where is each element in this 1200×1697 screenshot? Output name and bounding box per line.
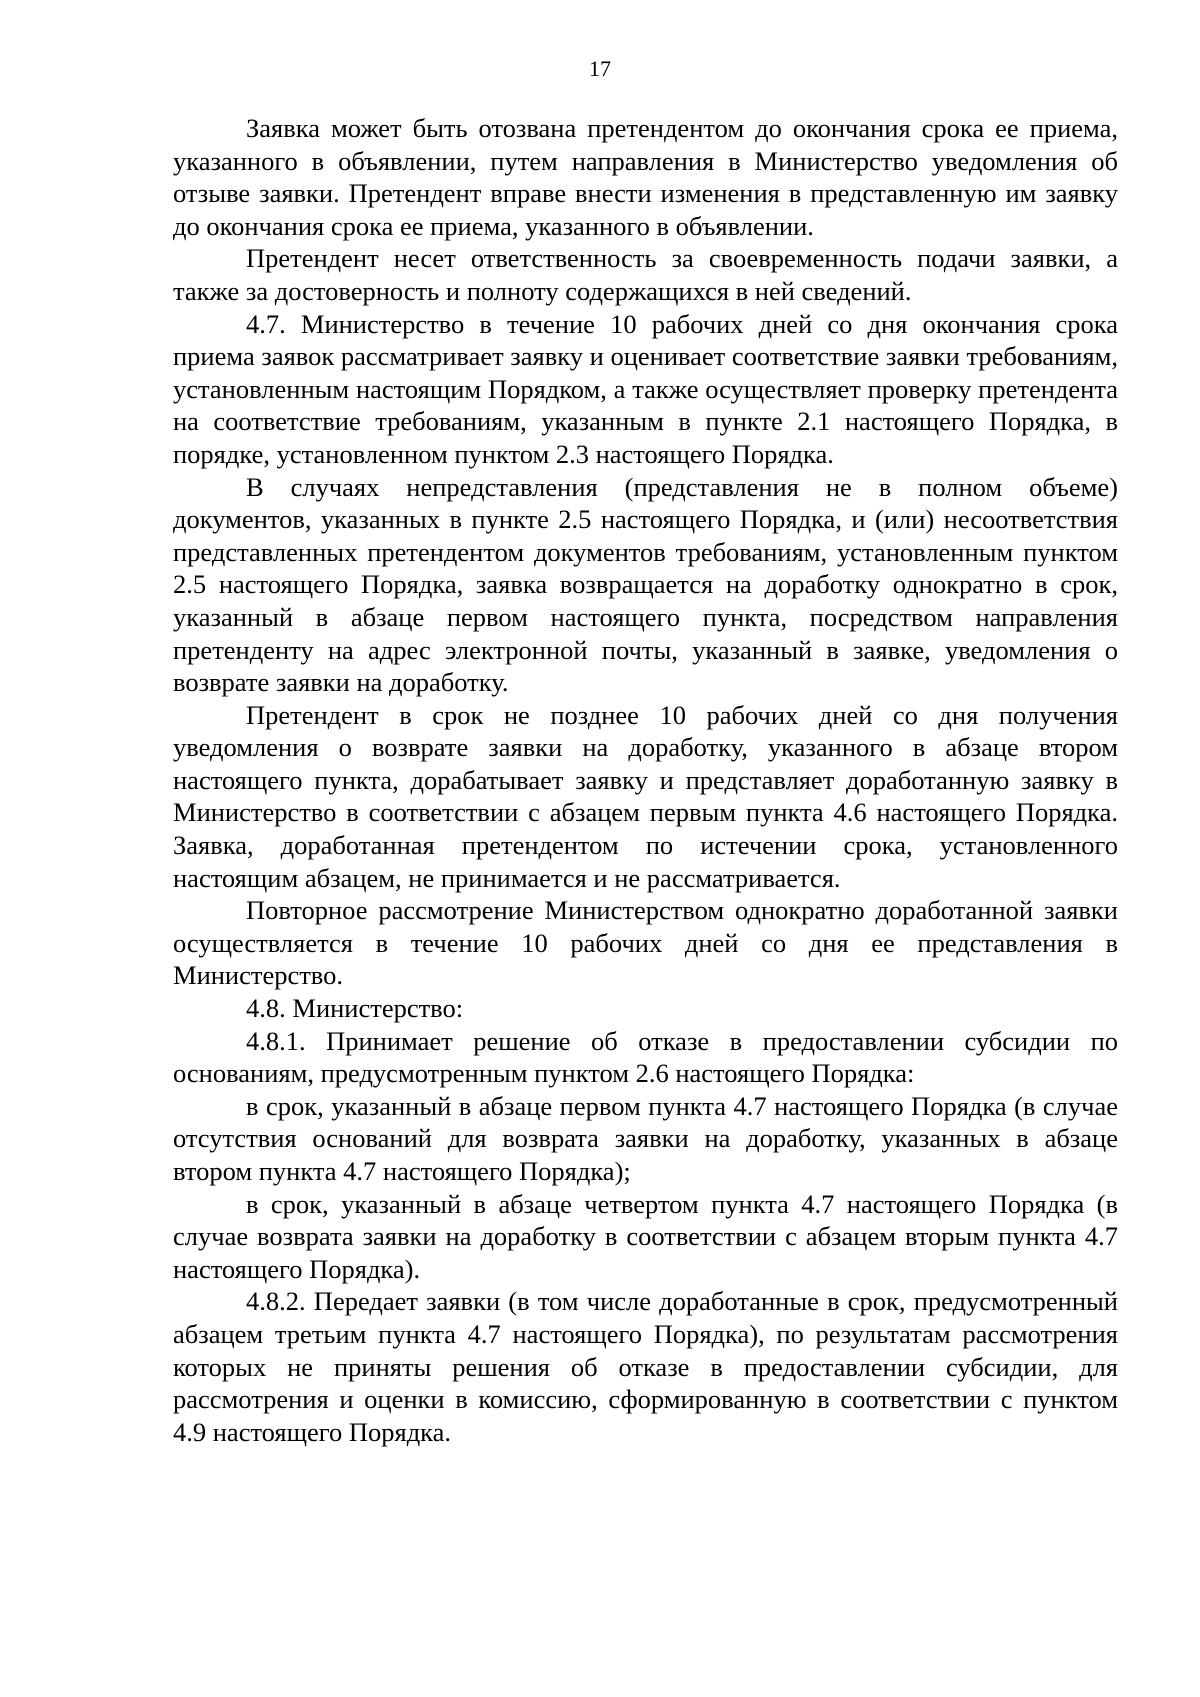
- paragraph-revision-deadline: Претендент в срок не позднее 10 рабочих дней со дня получения уведомления о возврате заявки на доработку, указанного в абзаце втором настоящего пункта, дорабатывает заявку и представляет доработанную заявку в Министерство в соответствии с абзацем первым пункта 4.6 настоящего Порядка. Заявка, доработанная претендентом по истечении срока, установленного настоящим абзацем, не принимается и не рассматривается.: [173, 699, 1118, 893]
- document-body: [173, 112, 1118, 1448]
- paragraph-repeat-review: Повторное рассмотрение Министерством однократно доработанной заявки осуществляется в течение 10 рабочих дней со дня ее представления в Министерство.: [173, 895, 1118, 991]
- paragraph-return-for-revision: В случаях непредставления (представления не в полном объеме) документов, указанных в пункте 2.5 настоящего Порядка, и (или) несоответствия представленных претендентом документов требованиям, установленным пунктом 2.5 настоящего Порядка, заявка возвращается на доработку однократно в срок, указанный в абзаце первом настоящего пункта, посредством направления претенденту на адрес электронной почты, указанный в заявке, уведомления о возврате заявки на доработку.: [173, 471, 1118, 698]
- page-number: 17: [589, 56, 611, 81]
- paragraph-4-8-1-term-fourth: в срок, указанный в абзаце четвертом пункта 4.7 настоящего Порядка (в случае возврата заявки на доработку в соответствии с абзацем вторым пункта 4.7 настоящего Порядка).: [173, 1188, 1118, 1284]
- paragraph-withdrawal: Заявка может быть отозвана претендентом до окончания срока ее приема, указанного в объявлении, путем направления в Министерство уведомления об отзыве заявки. Претендент вправе внести изменения в представленную им заявку до окончания срока ее приема, указанного в объявлении.: [173, 113, 1118, 241]
- paragraph-4-8-1-term-first: в срок, указанный в абзаце первом пункта 4.7 настоящего Порядка (в случае отсутствия оснований для возврата заявки на доработку, указанных в абзаце втором пункта 4.7 настоящего Порядка);: [173, 1090, 1118, 1186]
- paragraph-4-8-2: 4.8.2. Передает заявки (в том числе доработанные в срок, предусмотренный абзацем третьим пункта 4.7 настоящего Порядка), по результатам рассмотрения которых не приняты решения об отказе в предоставлении субсидии, для рассмотрения и оценки в комиссию, сформированную в соответствии с пунктом 4.9 настоящего Порядка.: [173, 1286, 1118, 1447]
- paragraph-responsibility: Претендент несет ответственность за своевременность подачи заявки, а также за достоверность и полноту содержащихся в ней сведений.: [173, 243, 1118, 306]
- paragraph-4-7: 4.7. Министерство в течение 10 рабочих дней со дня окончания срока приема заявок рассматривает заявку и оценивает соответствие заявки требованиям, установленным настоящим Порядком, а также осуществляет проверку претендента на соответствие требованиям, указанным в пункте 2.1 настоящего Порядка, в порядке, установленном пунктом 2.3 настоящего Порядка.: [173, 308, 1118, 469]
- paragraph-4-8-1: 4.8.1. Принимает решение об отказе в предоставлении субсидии по основаниям, предусмотренным пунктом 2.6 настоящего Порядка:: [173, 1025, 1118, 1089]
- paragraph-4-8: 4.8. Министерство:: [246, 993, 464, 1024]
